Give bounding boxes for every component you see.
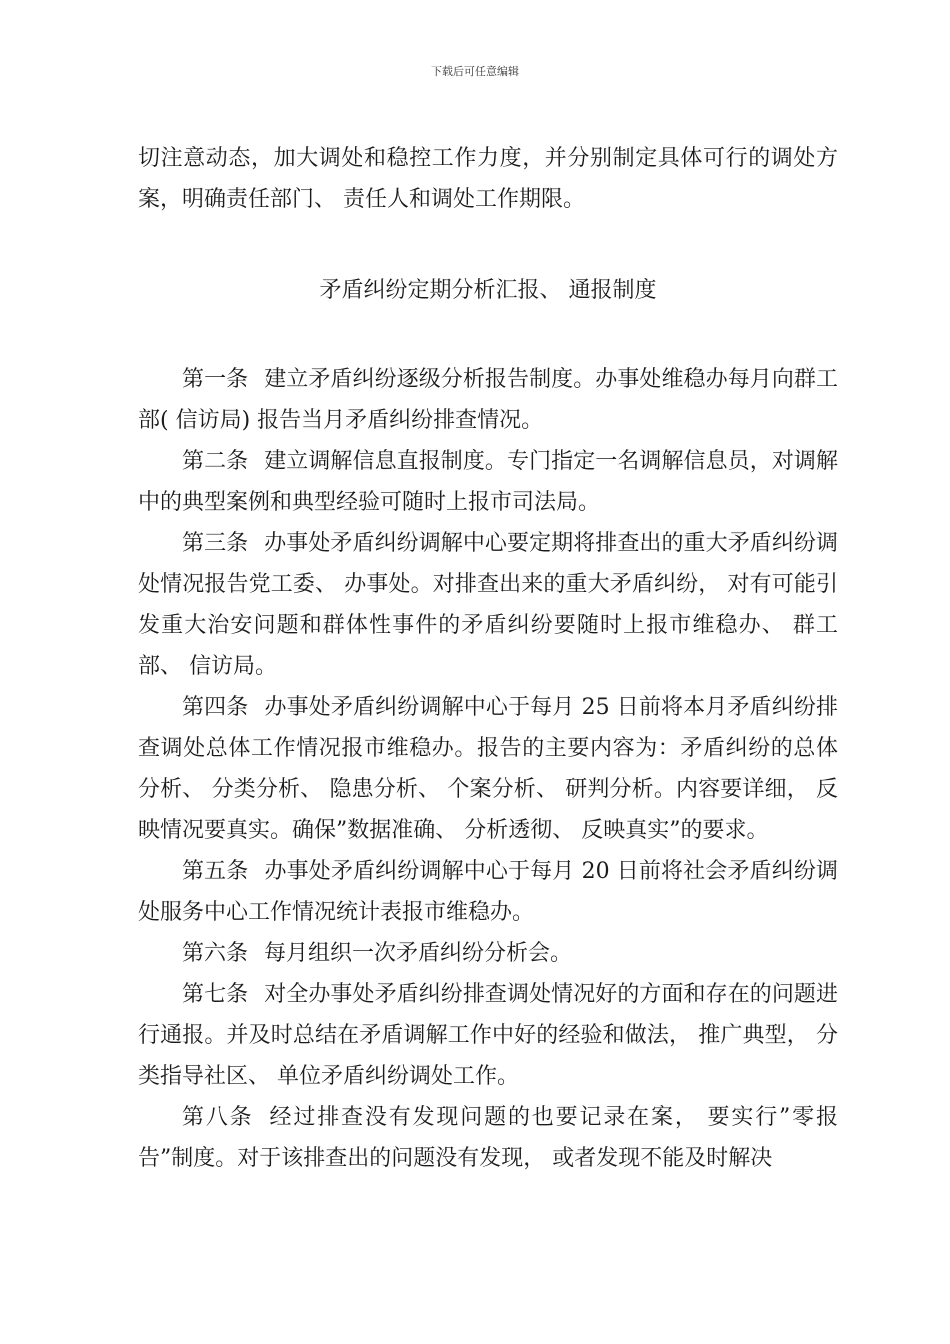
article-number: 第六条 (182, 941, 249, 966)
article-4 (138, 687, 838, 851)
page-header-note: 下载后可任意编辑 (431, 65, 519, 78)
article-text: 办事处矛盾纠纷调解中心要定期将排查出的重大矛盾纠纷调处情况报告党工委、 办事处。对排查出来的重大矛盾纠纷， 对有可能引发重大治安问题和群体性事件的矛盾纠纷要随时上报市维稳办、 群工部、 信访局。 (138, 531, 838, 679)
article-number: 第三条 (182, 531, 249, 556)
intro-paragraph: 切注意动态，加大调处和稳控工作力度，并分别制定具体可行的调处方案，明确责任部门、 责任人和调处工作期限。 (138, 146, 838, 212)
article-number: 第四条 (182, 695, 249, 720)
article-number: 第八条 (182, 1105, 254, 1130)
article-3 (138, 523, 838, 687)
article-number: 第二条 (182, 449, 249, 474)
article-6 (138, 933, 838, 974)
article-text: 经过排查没有发现问题的也要记录在案， 要实行”零报告”制度。对于该排查出的问题没有发现， 或者发现不能及时解决 (138, 1105, 838, 1171)
article-7 (138, 974, 838, 1097)
article-text: 每月组织一次矛盾纠纷分析会。 (264, 941, 573, 966)
article-number: 第五条 (182, 859, 249, 884)
article-number: 第一条 (182, 367, 249, 392)
article-text: 办事处矛盾纠纷调解中心于每月 20 日前将社会矛盾纠纷调处服务中心工作情况统计表报市维稳办。 (138, 859, 838, 925)
article-5 (138, 851, 838, 933)
article-text: 办事处矛盾纠纷调解中心于每月 25 日前将本月矛盾纠纷排查调处总体工作情况报市维稳办。报告的主要内容为：矛盾纠纷的总体分析、 分类分析、 隐患分析、 个案分析、 研判分析。内容要详细， 反映情况要真实。确保”数据准确、 分析透彻、 反映真实”的要求。 (138, 695, 838, 843)
article-number: 第七条 (182, 982, 249, 1007)
article-2 (138, 441, 838, 523)
document-body (138, 138, 838, 1179)
article-text: 建立调解信息直报制度。专门指定一名调解信息员，对调解中的典型案例和典型经验可随时上报市司法局。 (138, 449, 838, 515)
article-8 (138, 1097, 838, 1179)
article-text: 对全办事处矛盾纠纷排查调处情况好的方面和存在的问题进行通报。并及时总结在矛盾调解工作中好的经验和做法， 推广典型， 分类指导社区、 单位矛盾纠纷调处工作。 (138, 982, 838, 1089)
article-text: 建立矛盾纠纷逐级分析报告制度。办事处维稳办每月向群工部( 信访局) 报告当月矛盾纠纷排查情况。 (138, 367, 838, 433)
article-list (138, 359, 838, 1179)
article-1 (138, 359, 838, 441)
section-title: 矛盾纠纷定期分析汇报、 通报制度 (319, 278, 657, 303)
